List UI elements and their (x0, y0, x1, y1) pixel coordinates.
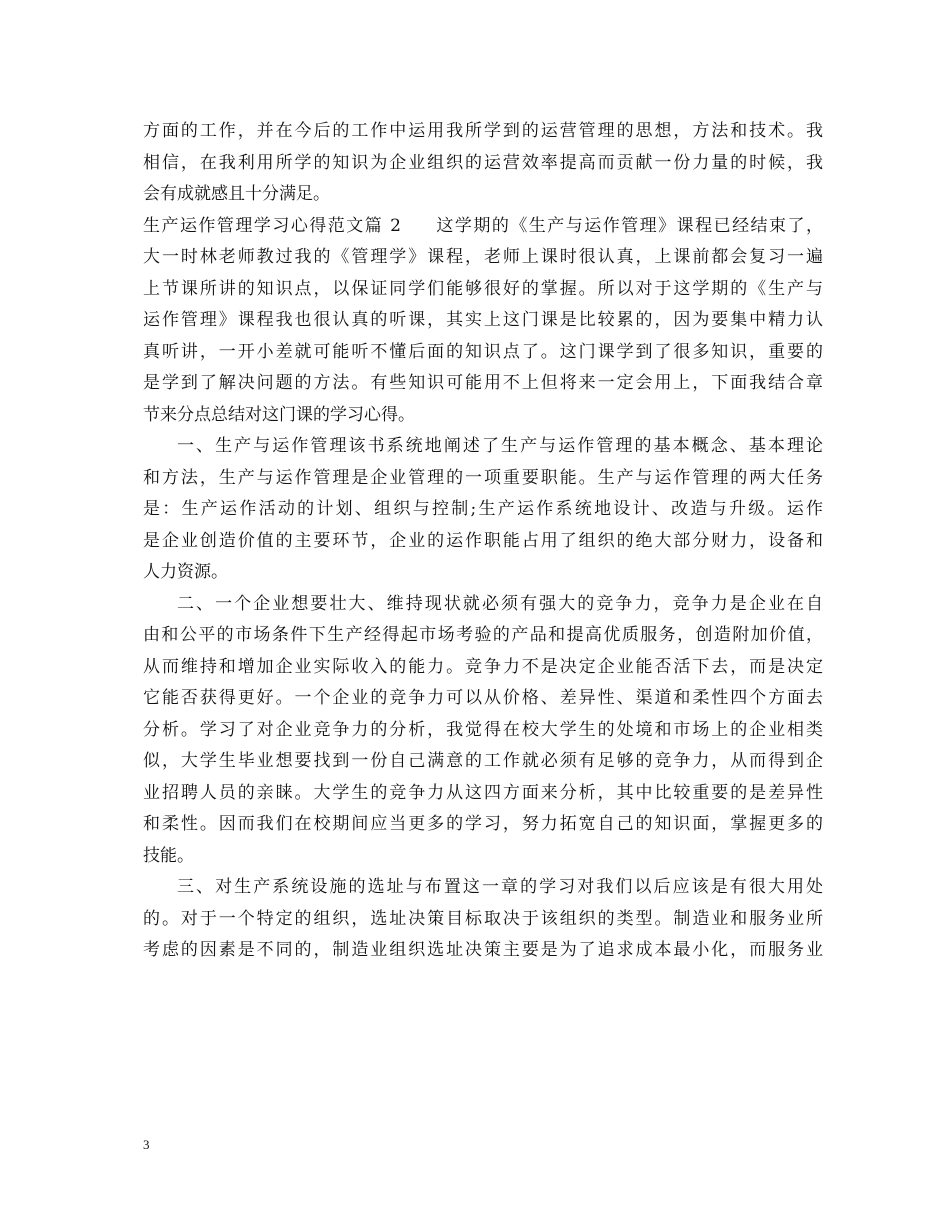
text-line: 运作管理》课程我也很认真的听课，其实上这门课是比较累的，因为要集中精力认 (143, 310, 823, 330)
text-line: 一、生产与运作管理该书系统地阐述了生产与运作管理的基本概念、基本理论 (177, 436, 823, 456)
page-number: 3 (143, 1137, 150, 1152)
paragraph-continuation (143, 116, 823, 211)
text-line: 真听讲，一开小差就可能听不懂后面的知识点了。这门课学到了很多知识，重要的 (143, 341, 823, 362)
text-line: 三、对生产系统设施的选址与布置这一章的学习对我们以后应该是有很大用处 (177, 877, 823, 897)
text-line: 它能否获得更好。一个企业的竞争力可以从价格、差异性、渠道和柔性四个方面去 (143, 688, 823, 708)
text-line: 大一时林老师教过我的《管理学》课程，老师上课时很认真，上课前都会复习一遍 (143, 247, 823, 267)
paragraph-point-1 (143, 431, 823, 589)
text-line: 技能。 (143, 845, 194, 866)
text-line: 上节课所讲的知识点，以保证同学们能够很好的掌握。所以对于这学期的《生产与 (143, 278, 823, 299)
text-line: 是企业创造价值的主要环节，企业的运作职能占用了组织的绝大部分财力，设备和 (143, 530, 823, 551)
article-heading: 生产运作管理学习心得范文篇 2 (143, 215, 401, 236)
paragraph-point-3 (143, 872, 823, 967)
article-first-sentence: 这学期的《生产与运作管理》课程已经结束了， (434, 215, 823, 236)
text-line: 业招聘人员的亲睐。大学生的竞争力从这四方面来分析，其中比较重要的是差异性 (143, 782, 823, 803)
text-line: 和柔性。因而我们在校期间应当更多的学习，努力拓宽自己的知识面，掌握更多的 (143, 814, 823, 834)
text-line: 从而维持和增加企业实际收入的能力。竞争力不是决定企业能否活下去，而是决定 (143, 656, 823, 677)
text-line: 方面的工作，并在今后的工作中运用我所学到的运营管理的思想，方法和技术。我 (143, 121, 823, 141)
text-line: 会有成就感且十分满足。 (143, 184, 330, 204)
text-line: 节来分点总结对这门课的学习心得。 (143, 404, 415, 425)
text-line (143, 211, 823, 243)
text-line: 的。对于一个特定的组织，选址决策目标取决于该组织的类型。制造业和服务业所 (143, 908, 823, 929)
paragraph-article-2 (143, 211, 823, 432)
paragraph-point-2 (143, 589, 823, 873)
text-line: 考虑的因素是不同的，制造业组织选址决策主要是为了追求成本最小化，而服务业 (143, 940, 823, 960)
text-line: 二、一个企业想要壮大、维持现状就必须有强大的竞争力，竞争力是企业在自 (177, 593, 823, 614)
document-body (143, 116, 823, 967)
text-line: 人力资源。 (143, 562, 228, 582)
text-line: 分析。学习了对企业竞争力的分析，我觉得在校大学生的处境和市场上的企业相类 (143, 719, 823, 740)
text-line: 由和公平的市场条件下生产经得起市场考验的产品和提高优质服务，创造附加价值， (143, 625, 823, 645)
text-line: 似，大学生毕业想要找到一份自己满意的工作就必须有足够的竞争力，从而得到企 (143, 751, 823, 771)
text-line: 是：生产运作活动的计划、组织与控制;生产运作系统地设计、改造与升级。运作 (143, 499, 823, 519)
text-line: 和方法，生产与运作管理是企业管理的一项重要职能。生产与运作管理的两大任务 (143, 467, 823, 488)
text-line: 是学到了解决问题的方法。有些知识可能用不上但将来一定会用上，下面我结合章 (143, 373, 823, 393)
text-line: 相信，在我利用所学的知识为企业组织的运营效率提高而贡献一份力量的时候，我 (143, 152, 823, 173)
